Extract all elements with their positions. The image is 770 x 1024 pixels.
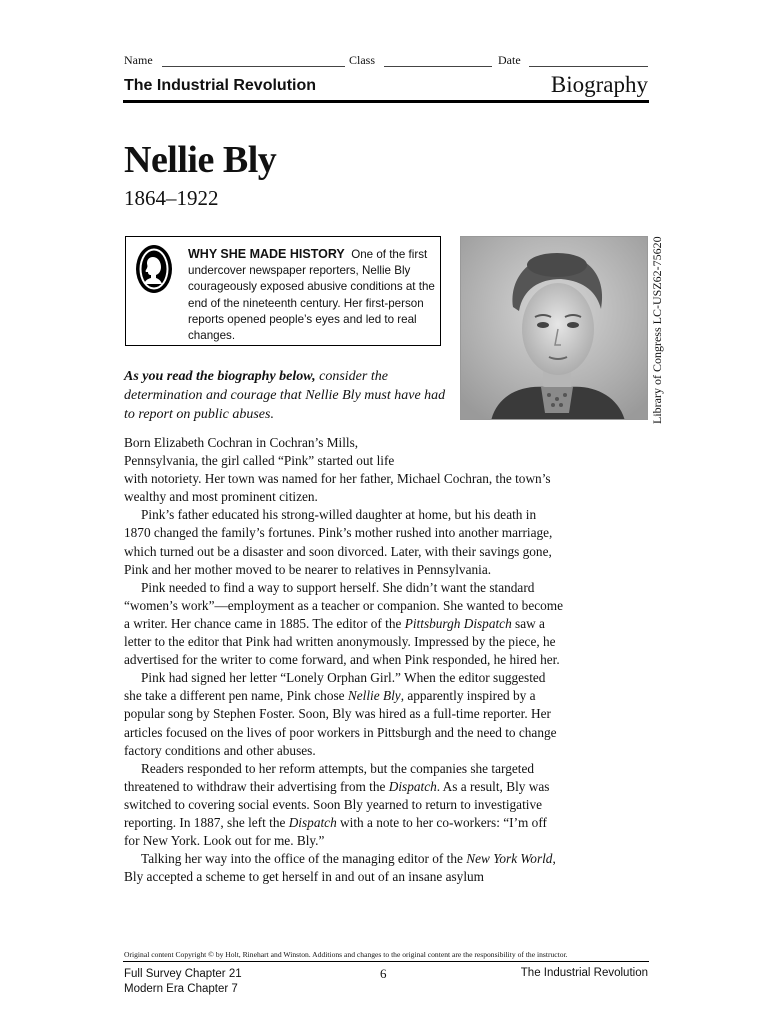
subject-heading: The Industrial Revolution — [124, 77, 317, 94]
footer-rule — [123, 961, 649, 962]
silhouette-portrait-icon — [134, 243, 174, 295]
paragraph-4: Pink had signed her letter “Lonely Orphan Girl.” When the editor suggested she take a different pen name, Pink chose Nellie Bly, apparently inspired by a popular song by Stephen Foster. Soon, Bly was hired as a full-time reporter. Her articles focused on the lives of poor workers in Pittsburgh and the need to change factory conditions and other abuses. — [124, 670, 557, 758]
copyright-notice: Original content Copyright © by Holt, Rinehart and Winston. Additions and changes to the original content are the responsibility of the instructor. — [124, 950, 568, 959]
why-description: One of the first undercover newspaper reporters, Nellie Bly courageously exposed abusive conditions at the end of the nineteenth century. Her first-person reports opened people’s eyes and led to real changes. — [188, 248, 435, 343]
paragraph-2: Pink’s father educated his strong-willed daughter at home, but his death in 1870 changed the family’s fortunes. Pink’s mother rushed into another marriage, which turned out be a disaster and soon divorced. Later, with their savings gone, Pink and her mother moved to be nearer to relatives in Pennsylvania. — [124, 507, 553, 577]
footer-chapter-modern: Modern Era Chapter 7 — [124, 983, 238, 995]
footer-chapter-survey: Full Survey Chapter 21 — [124, 968, 242, 980]
reading-prompt — [124, 367, 454, 424]
class-label: Class — [349, 53, 376, 67]
student-info-fields — [124, 53, 648, 69]
paragraph-3: Pink needed to find a way to support herself. She didn’t want the standard “women’s work”—employment as a teacher or companion. She wanted to become a writer. Her chance came in 1885. The editor of the Pittsburgh Dispatch saw a letter to the editor that Pink had written anonymously. Impressed by the piece, he advertised for the writer to come forward, and when Pink responded, he hired her. — [124, 579, 564, 668]
why-heading: WHY SHE MADE HISTORY — [188, 247, 345, 261]
nellie-bly-portrait — [460, 236, 648, 420]
page-number: 6 — [380, 966, 387, 981]
footer-chapter-info — [124, 967, 242, 997]
life-dates: 1864–1922 — [124, 186, 219, 210]
p1-line-a: Born Elizabeth Cochran in Cochran’s Mills, — [124, 435, 359, 450]
category-heading: Biography — [550, 72, 648, 97]
reading-prompt-lead: As you read the biography below, — [124, 369, 316, 384]
date-field[interactable] — [529, 66, 648, 67]
paragraph-6: Talking her way into the office of the managing editor of the New York World, Bly accepted a scheme to get herself in and out of an insane asylum — [124, 851, 556, 885]
page-title: Nellie Bly — [124, 139, 277, 181]
p1-line-b: Pennsylvania, the girl called “Pink” started out life — [124, 453, 395, 469]
header-rule — [123, 100, 649, 103]
paragraph-5: Readers responded to her reform attempts, but the companies she targeted threatened to withdraw their advertising from the Dispatch. As a result, Bly was switched to covering social events. Soon Bly yearned to return to investigative reporting. In 1887, she left the Dispatch with a note to her co-workers: “I’m off for New York. Look out for me. Bly.” — [124, 760, 550, 849]
name-field[interactable] — [162, 66, 345, 67]
class-field[interactable] — [384, 66, 492, 67]
p1-rest: with notoriety. Her town was named for her father, Michael Cochran, the town’s wealthy and most prominent citizen. — [124, 471, 551, 505]
photo-credit: Library of Congress LC-USZ62-75620 — [650, 236, 664, 424]
footer-unit-title: The Industrial Revolution — [520, 967, 648, 979]
why-she-made-history-box — [125, 236, 441, 346]
why-text — [188, 246, 436, 344]
reading-prompt-rest: consider the determination and courage that Nellie Bly must have had to report on public abuses. — [124, 369, 446, 422]
paragraph-1 — [124, 434, 564, 506]
biography-body — [124, 434, 564, 886]
date-label: Date — [498, 53, 521, 67]
name-label: Name — [124, 53, 153, 67]
